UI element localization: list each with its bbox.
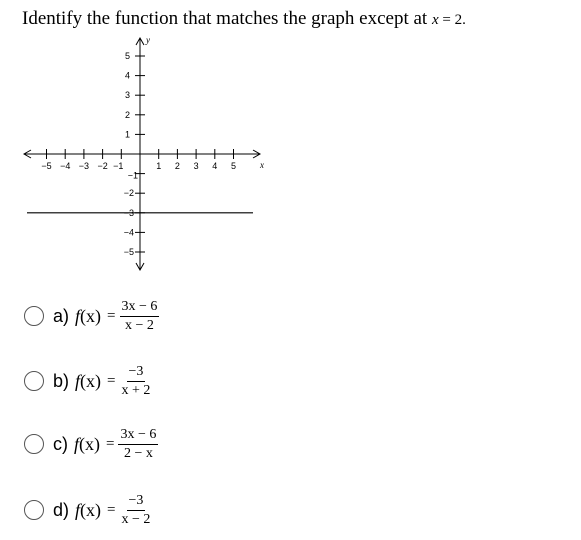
y-tick-label: 4 <box>124 70 130 81</box>
function-name: f(x) <box>74 433 101 454</box>
fraction <box>120 364 153 399</box>
radio-button-d[interactable] <box>24 500 44 520</box>
denominator: 2 − x <box>123 445 153 461</box>
x-axis-label: x <box>260 160 264 170</box>
question-variable: x <box>431 12 439 28</box>
x-tick-label: −1 <box>113 161 124 171</box>
y-tick-label: −4 <box>123 227 134 238</box>
y-tick-label: −5 <box>123 247 134 257</box>
function-name: f(x) <box>75 370 102 391</box>
y-tick-label: −3 <box>123 207 134 218</box>
choice-letter: d) <box>53 499 70 520</box>
denominator: x − 2 <box>121 511 151 527</box>
fraction <box>118 427 158 462</box>
choice-a[interactable] <box>24 296 159 336</box>
y-axis-label: y <box>146 35 150 45</box>
x-tick-label: −3 <box>78 161 90 171</box>
radio-button-a[interactable] <box>24 306 44 326</box>
equals-sign: = <box>107 372 116 389</box>
numerator: −3 <box>127 493 146 511</box>
x-tick-label: 3 <box>193 161 199 171</box>
x-tick-label: 2 <box>174 161 180 171</box>
x-tick-label: 1 <box>156 161 162 171</box>
radio-button-c[interactable] <box>24 434 44 454</box>
choice-letter: c) <box>53 433 68 454</box>
question-suffix: = 2. <box>438 12 466 28</box>
x-tick-label: −5 <box>41 161 52 171</box>
denominator: x + 2 <box>121 382 151 398</box>
equals-sign: = <box>106 435 115 452</box>
x-tick-label: −4 <box>60 161 71 171</box>
y-tick-label: 1 <box>124 129 130 140</box>
equals-sign: = <box>107 307 116 324</box>
radio-button-b[interactable] <box>24 371 44 391</box>
choice-c[interactable] <box>24 424 158 464</box>
function-name: f(x) <box>75 305 102 326</box>
choice-letter: a) <box>53 305 70 326</box>
choice-letter: b) <box>53 370 70 391</box>
numerator: −3 <box>127 364 146 382</box>
choice-d[interactable] <box>24 490 152 530</box>
numerator: 3x − 6 <box>120 299 160 317</box>
function-name: f(x) <box>75 499 102 520</box>
x-tick-label: 5 <box>230 161 237 171</box>
numerator: 3x − 6 <box>118 427 158 445</box>
choice-b[interactable] <box>24 361 152 401</box>
y-tick-label: −1 <box>127 170 138 181</box>
denominator: x − 2 <box>125 317 154 333</box>
y-tick-label: −2 <box>123 188 134 199</box>
x-tick-label: 4 <box>212 161 218 171</box>
fraction <box>120 299 160 334</box>
x-tick-label: −2 <box>97 161 108 171</box>
y-tick-label: 5 <box>124 51 130 61</box>
y-tick-label: 3 <box>124 90 130 101</box>
question-prefix: Identify the function that matches the graph except at <box>22 8 432 29</box>
equals-sign: = <box>107 501 116 518</box>
fraction <box>120 493 153 528</box>
y-tick-label: 2 <box>124 109 130 120</box>
